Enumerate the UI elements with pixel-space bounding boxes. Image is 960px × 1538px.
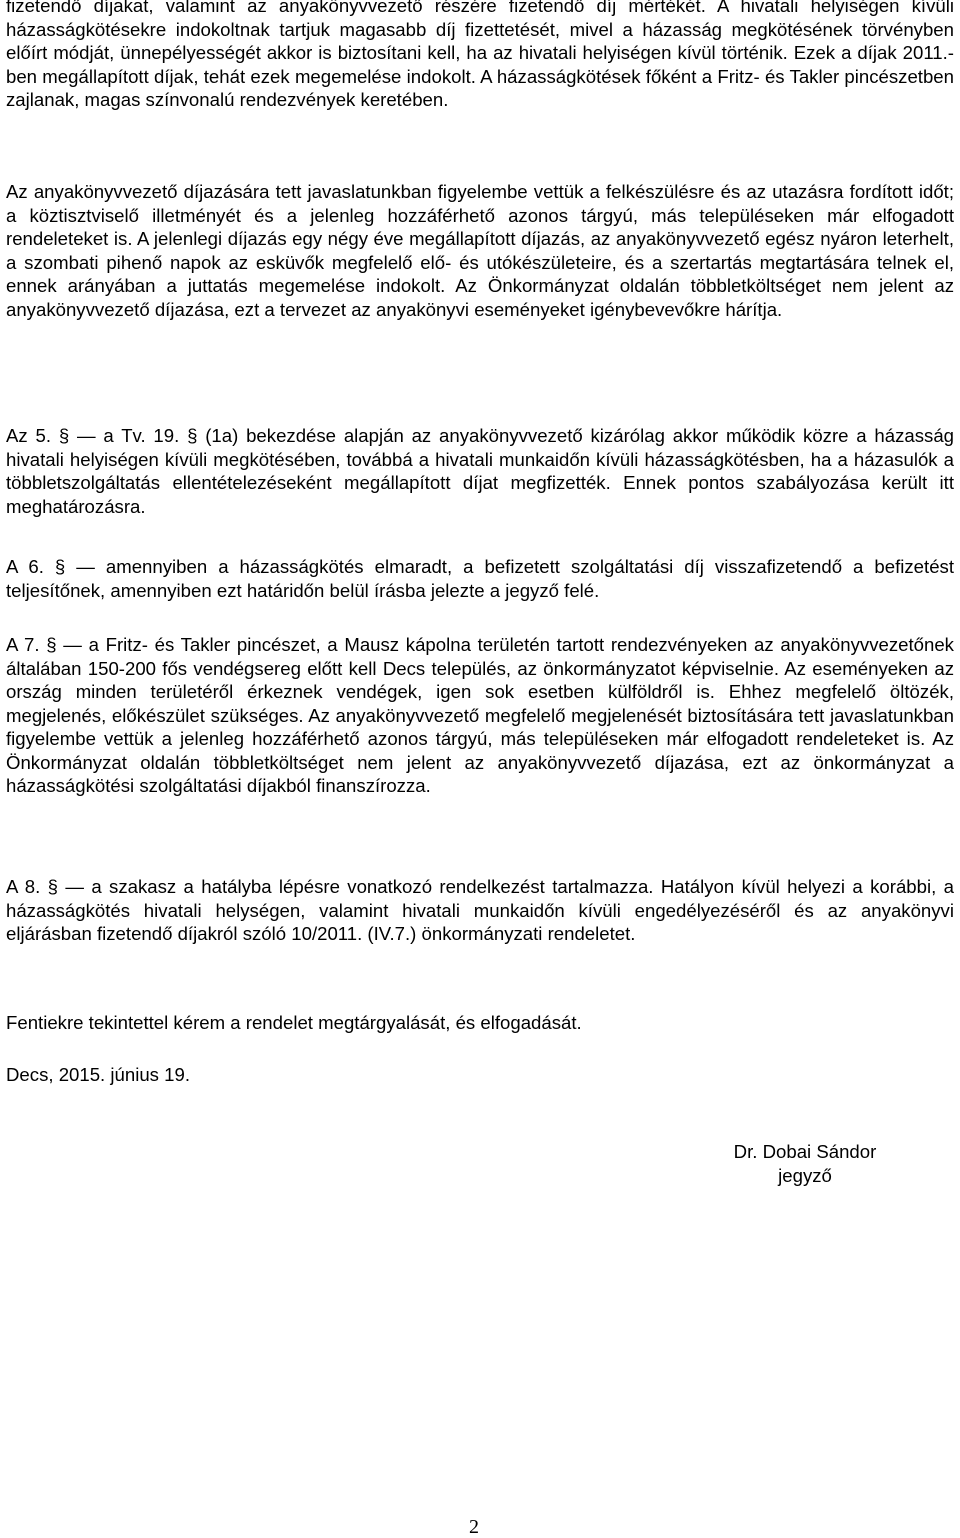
- section-text: a Tv. 19. § (1a) bekezdése alapján az anyakönyvvezető kizárólag akkor működik közre a házasság hivatali helyiségen kívüli megkötésében, továbbá a hivatali munkaidőn kívüli házasságkötésben, ha a házasulók a többletszolgáltatás ellentételezéseként megállapított díjat megfizették. Ennek pontos szabályozása került itt meghatározásra.: [6, 425, 955, 517]
- section-dash: —: [76, 425, 96, 446]
- page-number: 2: [469, 1516, 479, 1538]
- signer-name: Dr. Dobai Sándor: [733, 1141, 877, 1162]
- section-label: Az 5.: [6, 425, 52, 446]
- section-sign: §: [47, 876, 58, 897]
- body-paragraph-fees: Az anyakönyvvezető díjazására tett javaslatunkban figyelembe vettük a felkészülésre és az utazásra fordított időt; a köztisztviselő illetményét és a jelenleg hozzáférhető azonos tárgyú, más településeken már elfogadott rendeleteket is. A jelenlegi díjazás egy négy éve megállapított díjazás, az anyakönyvvezető egész nyáron leterhelt, a szombati pihenő napok az esküvők megfelelő elő- és utókészületeire, és a szertartás megtartására telnek el, ennek arányában a juttatás megemelése indokolt. Az Önkormányzat oldalán többletköltséget nem jelent az anyakönyvvezető díjazása, ezt a tervezet az anyakönyvi eseményeket igénybevevőkre hárítja.: [6, 181, 954, 320]
- section-paragraph-7: [6, 633, 954, 798]
- section-dash: —: [65, 876, 84, 897]
- section-sign: §: [54, 556, 66, 577]
- section-sign: §: [46, 634, 57, 655]
- section-paragraph-5: [6, 424, 954, 518]
- section-paragraph-6: [6, 555, 954, 602]
- section-label: A 7.: [6, 634, 40, 655]
- section-dash: —: [63, 634, 82, 655]
- body-paragraph-intro: fizetendő díjakat, valamint az anyakönyvvezető részére fizetendő díj mértékét. A hivatali helyiségen kívüli házasságkötésekre indokoltnak tartjuk magasabb díj fizettetését, mivel a házasság megkötésének törvényben előírt módját, ünnepélyességét akkor is biztosítani kell, ha az hivatali helyiségen kívül történik. Ezek a díjak 2011.- ben megállapított díjak, tehát ezek megemelése indokolt. A házasságkötések főként a Fritz- és Takler pincészetben zajlanak, magas színvonalú rendezvények keretében.: [6, 0, 954, 110]
- section-text: amennyiben a házasságkötés elmaradt, a befizetett szolgáltatási díj visszafizetendő a befizetést teljesítőnek, amennyiben ezt határidőn belül írásba jelezte a jegyző felé.: [6, 556, 954, 601]
- section-text: a szakasz a hatályba lépésre vonatkozó rendelkezést tartalmazza. Hatályon kívül helyezi a korábbi, a házasságkötés hivatali helységen, valamint hivatali munkaidőn kívüli engedélyezéséről és az anyakönyvi eljárásban fizetendő díjakról szóló 10/2011. (IV.7.) önkormányzati rendeletet.: [6, 876, 954, 944]
- document-date: Decs, 2015. június 19.: [6, 1064, 190, 1085]
- section-text: a Fritz- és Takler pincészet, a Mausz kápolna területén tartott rendezvényeken az anyakönyvvezetőnek általában 150-200 fős vendégsereg előtt kell Decs település, az önkormányzatot képviselnie. Az eseményeken az ország minden területéről érkeznek vendégek, igen sok esetben külföldről is. Ehhez megfelelő öltözék, megjelenés, előkészület szükséges. Az anyakönyvvezető megfelelő megjelenését biztosítására tett javaslatunkban figyelembe vettük a jelenleg hozzáférhető azonos tárgyú, más településeken már elfogadott rendeleteket is. Az Önkormányzat oldalán többletköltséget nem jelent az anyakönyvvezető díjazása, ezt az önkormányzat a házasságkötési szolgáltatási díjakból finanszírozza.: [6, 634, 954, 796]
- document-page: [6, 0, 954, 1537]
- section-dash: —: [76, 556, 95, 577]
- closing-request: Fentiekre tekintettel kérem a rendelet megtárgyalását, és elfogadását.: [6, 1012, 582, 1033]
- signer-title: jegyző: [778, 1164, 832, 1186]
- section-label: A 6.: [6, 556, 44, 577]
- section-label: A 8.: [6, 876, 41, 897]
- section-sign: §: [58, 425, 70, 446]
- section-paragraph-8: [6, 875, 954, 946]
- signature-block: [700, 1140, 910, 1187]
